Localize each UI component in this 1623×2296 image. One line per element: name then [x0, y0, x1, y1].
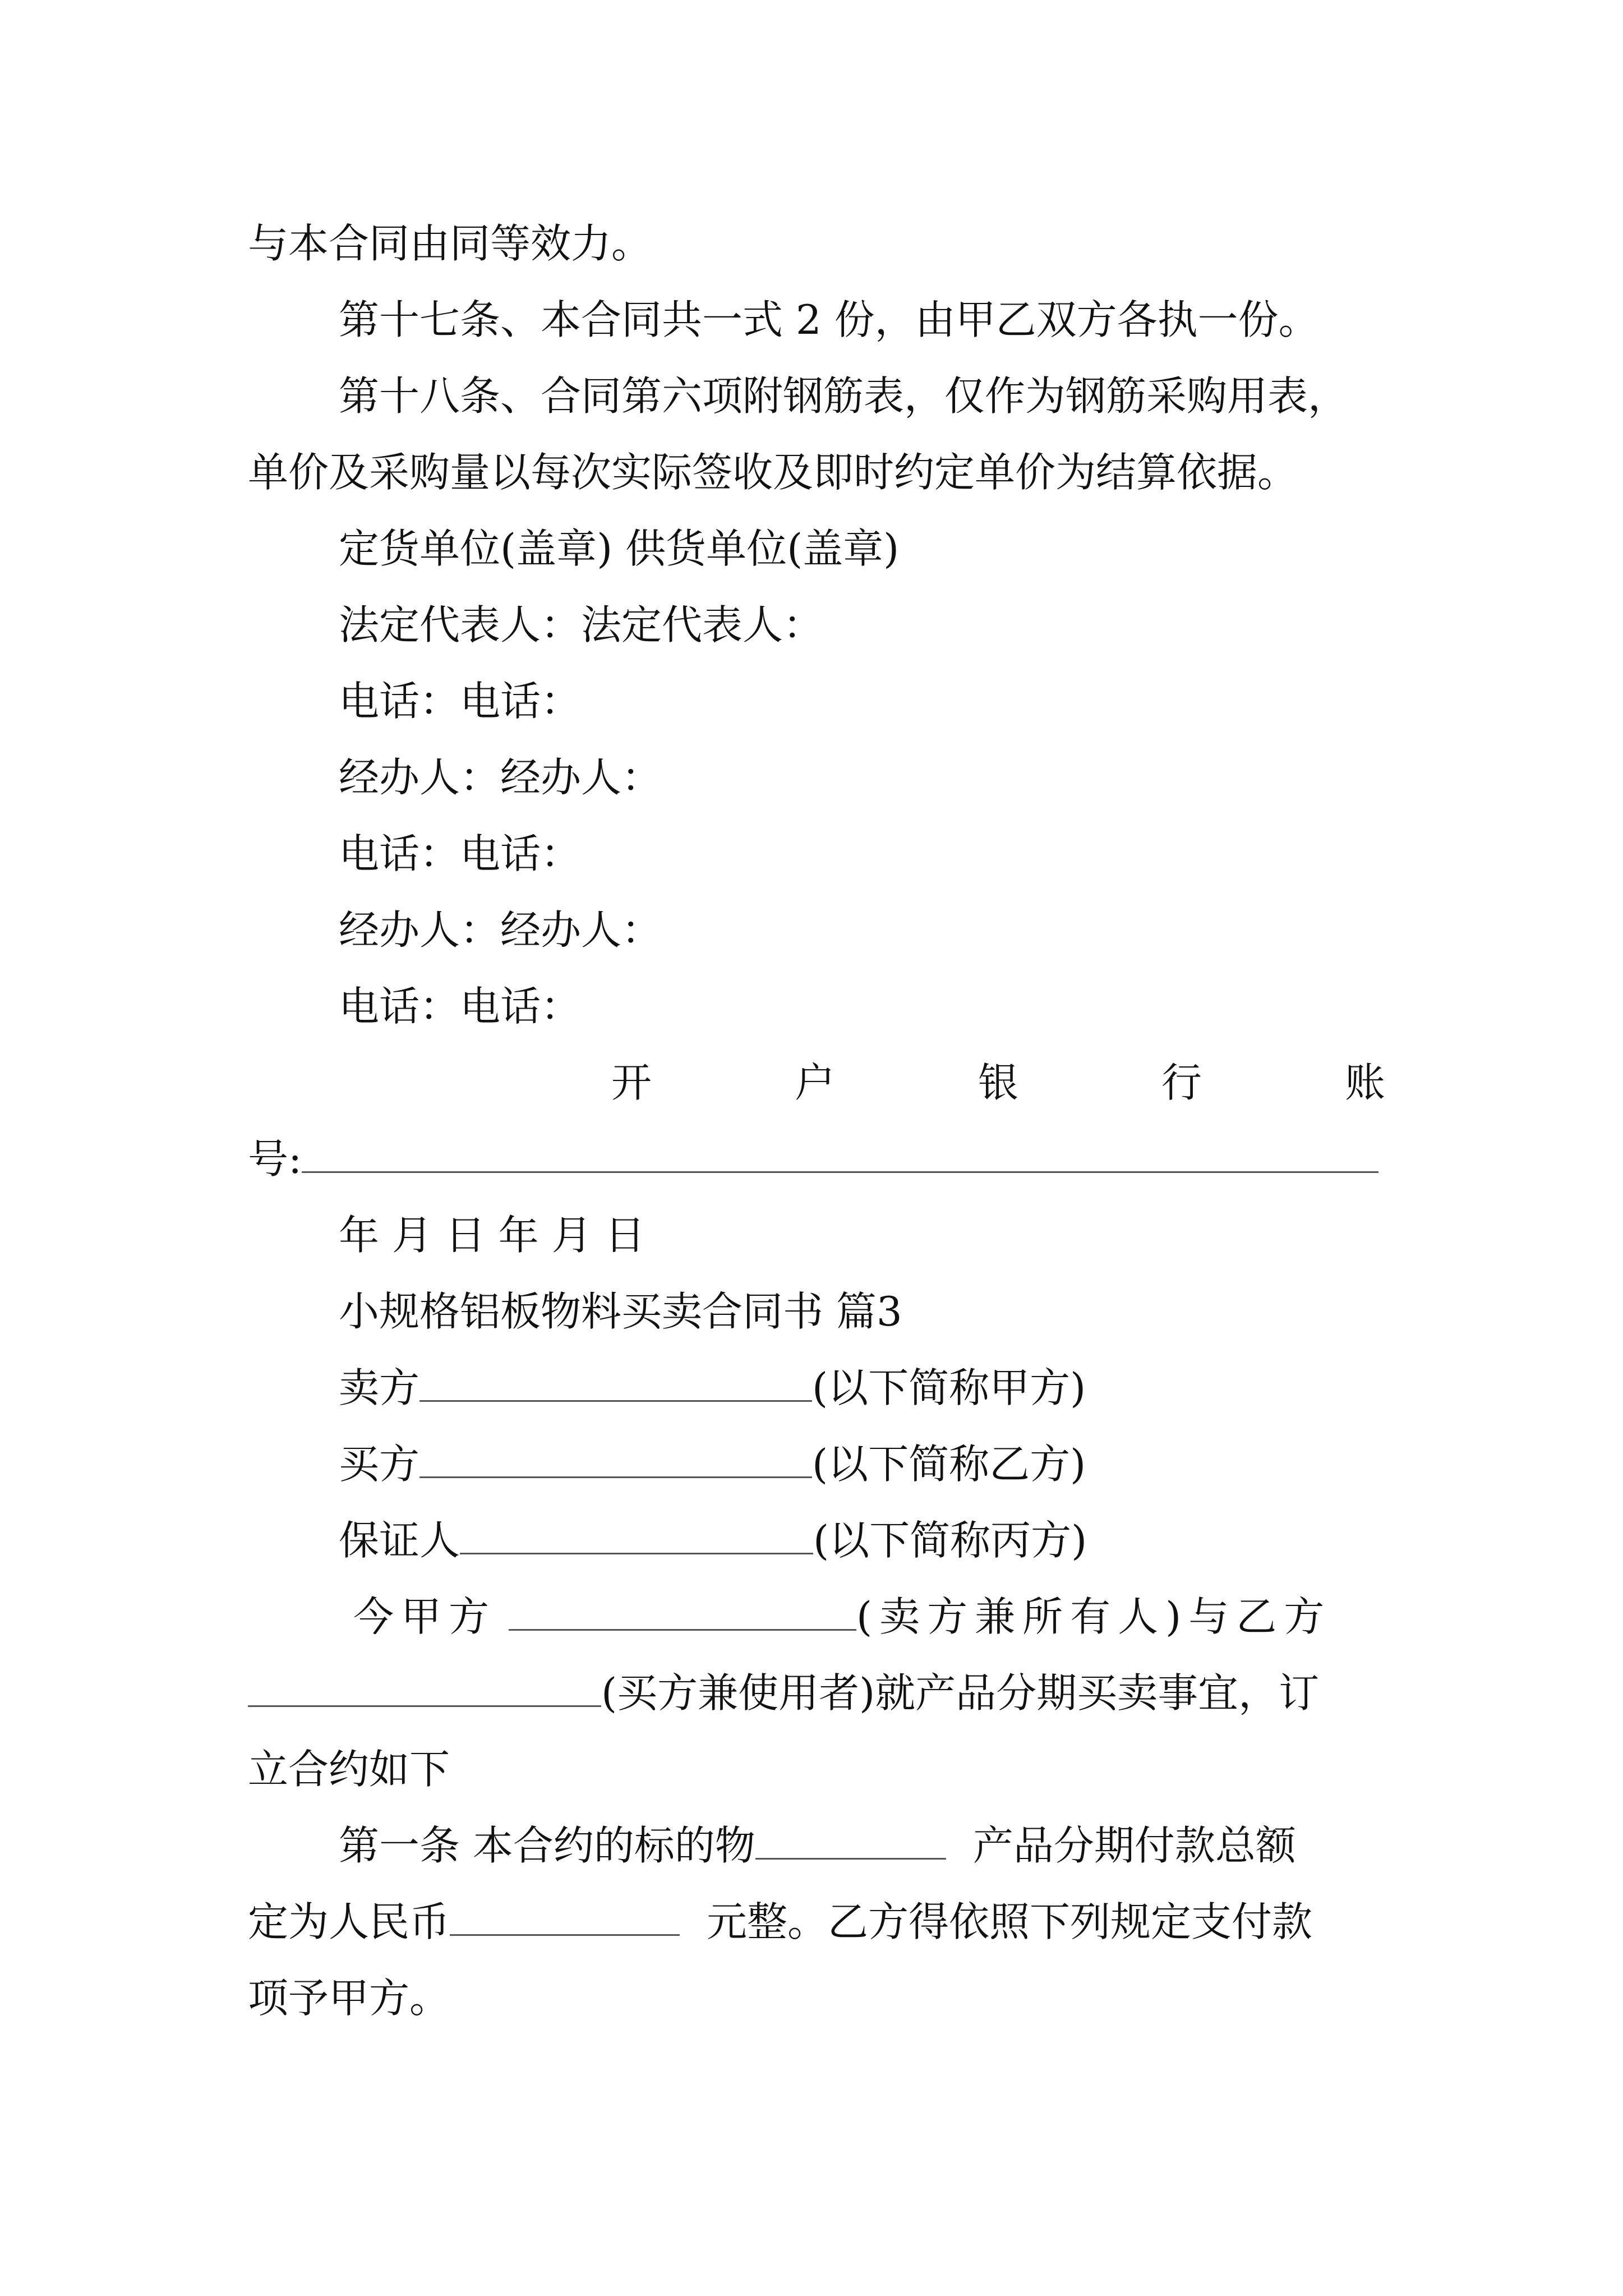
guarantor-label: 保证人 [339, 1517, 460, 1564]
bank-account-label: 号: [248, 1135, 302, 1182]
article-1-text: 元整。乙方得依照下列规定支付款 [707, 1898, 1313, 1945]
agreement-mid: (卖方兼所有人)与乙方 [856, 1593, 1332, 1640]
article-1-text: 第一条 本合约的标的物 [339, 1822, 755, 1869]
buyer-label: 买方 [339, 1441, 420, 1488]
guarantor-line [339, 1502, 1087, 1579]
bank-account-number-line [248, 1121, 1378, 1197]
handler-line: 经办人：经办人： [339, 754, 662, 801]
clause-18-continued: 单价及采购量以每次实际签收及即时约定单价为结算依据。 [248, 449, 1298, 496]
owner-blank [509, 1585, 856, 1631]
agreement-end: (买方兼使用者)就产品分期买卖事宜，订 [601, 1669, 1320, 1717]
bank-account-line [611, 1045, 1385, 1121]
subject-blank [755, 1814, 946, 1860]
bank-char: 行 [1161, 1059, 1202, 1106]
user-blank [248, 1662, 601, 1707]
agreement-start: 今甲方 [353, 1593, 497, 1640]
seller-label: 卖方 [339, 1364, 420, 1411]
agreement-line-3: 立合约如下 [248, 1746, 450, 1793]
bank-char: 账 [1344, 1059, 1385, 1106]
buyer-suffix: (以下简称乙方) [812, 1441, 1086, 1488]
seller-suffix: (以下简称甲方) [812, 1364, 1086, 1411]
date-line: 年 月 日 年 月 日 [339, 1212, 645, 1259]
clause-17: 第十七条、本合同共一式 2 份，由甲乙双方各执一份。 [339, 296, 1319, 343]
agreement-line-1 [353, 1579, 1331, 1655]
guarantor-blank [460, 1509, 813, 1554]
section-title: 小规格铝板物料买卖合同书 篇3 [339, 1288, 902, 1335]
article-1-line-3: 项予甲方。 [248, 1975, 450, 2022]
seal-line: 定货单位(盖章) 供货单位(盖章) [339, 525, 900, 572]
seller-blank [419, 1356, 812, 1402]
buyer-line [339, 1426, 1086, 1502]
guarantor-suffix: (以下简称丙方) [813, 1517, 1087, 1564]
article-1-text: 产品分期付款总额 [972, 1822, 1296, 1869]
seller-line [339, 1350, 1086, 1426]
bank-char: 银 [978, 1059, 1018, 1106]
agreement-line-2 [248, 1655, 1319, 1731]
phone-line: 电话：电话： [339, 678, 582, 725]
bank-char: 户 [794, 1059, 835, 1106]
clause-18: 第十八条、合同第六项附钢筋表，仅作为钢筋采购用表， [339, 372, 1349, 420]
legal-representative-line: 法定代表人：法定代表人： [339, 601, 824, 648]
article-1-line-2 [248, 1884, 1312, 1960]
phone-line: 电话：电话： [339, 830, 582, 877]
paragraph-line: 与本合同由同等效力。 [248, 220, 652, 267]
bank-char: 开 [611, 1059, 652, 1106]
phone-line: 电话：电话： [339, 983, 582, 1030]
article-1-text: 定为人民币 [248, 1898, 450, 1945]
article-1-line-1 [339, 1807, 1296, 1884]
amount-blank [450, 1890, 680, 1936]
bank-account-blank [302, 1128, 1378, 1173]
buyer-blank [419, 1433, 812, 1478]
handler-line: 经办人：经办人： [339, 907, 662, 954]
